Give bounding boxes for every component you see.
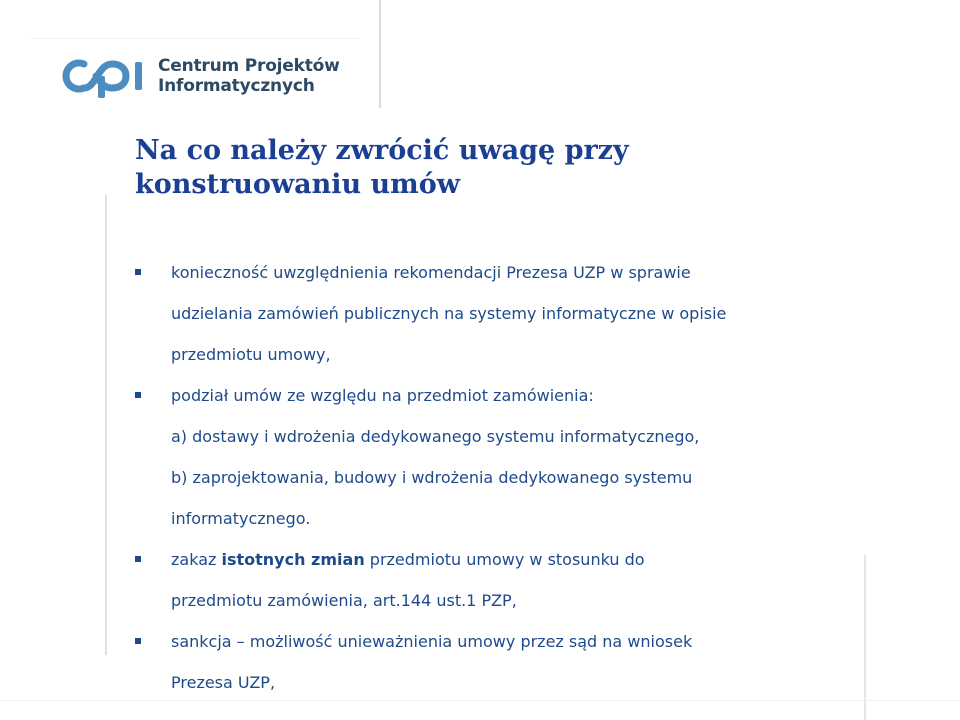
slide-title [135, 134, 895, 202]
bullet-3-pre: zakaz [171, 550, 222, 569]
decor-line-top-horizontal [30, 38, 360, 39]
bullet-item-2 [135, 375, 855, 539]
bullet-item-4 [135, 621, 855, 703]
bullet-square-icon [135, 556, 141, 562]
bullet-square-icon [135, 392, 141, 398]
bullet-4-line-1: sankcja – możliwość unieważnienia umowy przez sąd na wniosek [171, 632, 693, 651]
bullet-3-bold: istotnych zmian [221, 550, 365, 569]
bullet-1-line-1: konieczność uwzględnienia rekomendacji Prezesa UZP w sprawie [171, 263, 691, 282]
bullet-3-line-2: przedmiotu zamówienia, art.144 ust.1 PZP, [171, 591, 517, 610]
title-line-1: Na co należy zwrócić uwagę przy [135, 135, 629, 166]
bullet-square-icon [135, 638, 141, 644]
bullet-2-sub-a: a) dostawy i wdrożenia dedykowanego systemu informatycznego, [171, 427, 700, 446]
logo-line-2: Informatycznych [158, 76, 315, 96]
cpi-logo-text [158, 56, 340, 96]
bullet-square-icon [135, 269, 141, 275]
bullet-3-line-1 [171, 539, 855, 580]
bullet-2-line-1: podział umów ze względu na przedmiot zamówienia: [171, 386, 594, 405]
bullet-item-1 [135, 252, 855, 375]
bullet-2-sub-b-line-2: informatycznego. [171, 509, 311, 528]
decor-line-top-vertical [379, 0, 381, 108]
bullet-4-line-2: Prezesa UZP, [171, 673, 276, 692]
decor-line-right-vertical [864, 555, 866, 720]
cpi-logo-mark-icon [62, 48, 152, 104]
bullet-3-post: przedmiotu umowy w stosunku do [364, 550, 645, 569]
title-line-2: konstruowaniu umów [135, 169, 460, 200]
bullet-2-sub-b-line-1: b) zaprojektowania, budowy i wdrożenia dedykowanego systemu [171, 468, 693, 487]
bullet-list [135, 252, 855, 703]
logo-line-1: Centrum Projektów [158, 56, 340, 76]
cpi-logo [62, 48, 340, 104]
bullet-1-line-2: udzielania zamówień publicznych na systemy informatyczne w opisie [171, 304, 727, 323]
bullet-item-3 [135, 539, 855, 621]
bullet-1-line-3: przedmiotu umowy, [171, 345, 331, 364]
decor-line-left-vertical [105, 195, 107, 655]
